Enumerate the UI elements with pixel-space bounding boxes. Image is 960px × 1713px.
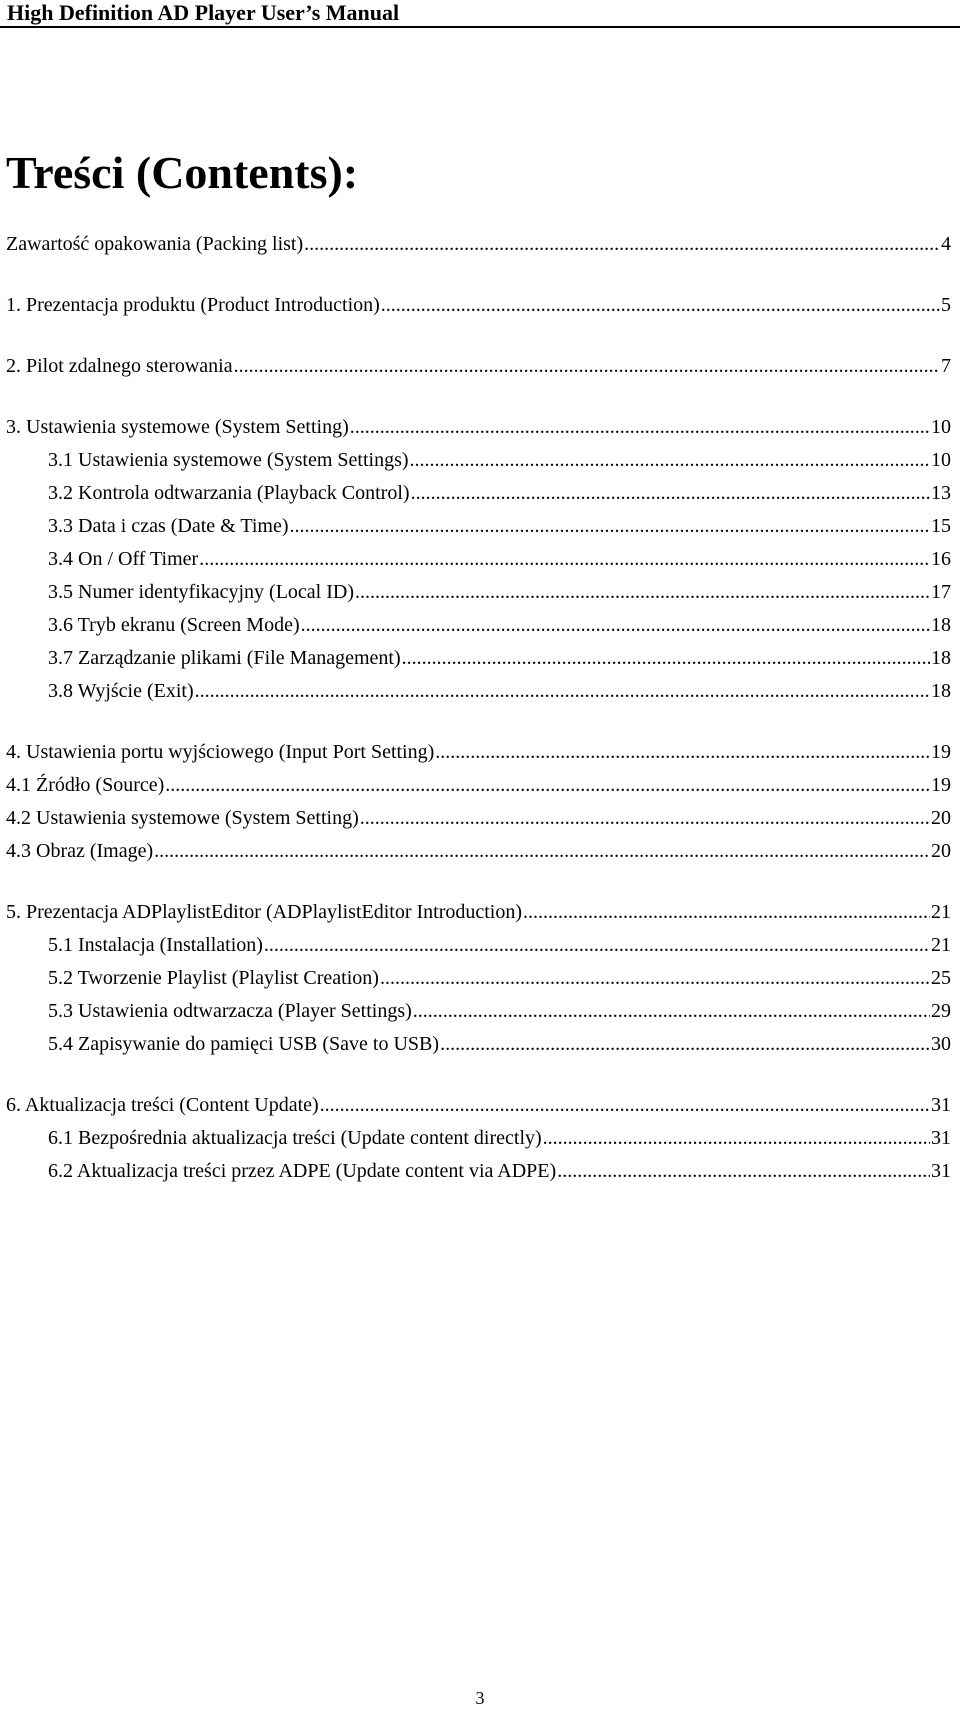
toc-entry-label: 5.1 Instalacja (Installation) xyxy=(48,934,263,956)
dot-leader xyxy=(320,1090,930,1120)
toc-entry-content-update[interactable] xyxy=(0,1090,960,1120)
dot-leader xyxy=(380,963,930,993)
dot-leader xyxy=(411,478,930,508)
toc-entry-label: 6.2 Aktualizacja treści przez ADPE (Update content via ADPE) xyxy=(48,1160,557,1182)
toc-entry-image[interactable] xyxy=(0,836,960,866)
toc-entry-product-introduction[interactable] xyxy=(0,290,960,320)
page-header xyxy=(0,0,960,30)
toc-entry-label: 5. Prezentacja ADPlaylistEditor (ADPlaylistEditor Introduction) xyxy=(6,901,523,923)
toc-entry-label: 4.3 Obraz (Image) xyxy=(6,840,154,862)
toc-entry-label: 3.6 Tryb ekranu (Screen Mode) xyxy=(48,614,300,636)
dot-leader xyxy=(402,643,930,673)
toc-entry-page: 30 xyxy=(931,1033,951,1055)
toc-entry-page: 4 xyxy=(941,233,951,255)
toc-entry-page: 31 xyxy=(931,1127,951,1149)
header-divider xyxy=(0,26,960,28)
toc-entry-page: 19 xyxy=(931,741,951,763)
toc-entry-page: 10 xyxy=(931,416,951,438)
toc-entry-installation[interactable] xyxy=(0,930,960,960)
toc-entry-label: 4.1 Źródło (Source) xyxy=(6,774,165,796)
toc-entry-page: 17 xyxy=(931,581,951,603)
toc-entry-playlist-creation[interactable] xyxy=(0,963,960,993)
toc-entry-page: 20 xyxy=(931,807,951,829)
toc-entry-label: 5.2 Tworzenie Playlist (Playlist Creation) xyxy=(48,967,379,989)
toc-entry-update-content-directly[interactable] xyxy=(0,1123,960,1153)
dot-leader xyxy=(410,445,930,475)
toc-entry-label: 1. Prezentacja produktu (Product Introduction) xyxy=(6,294,380,316)
toc-entry-exit[interactable] xyxy=(0,676,960,706)
toc-entry-page: 16 xyxy=(931,548,951,570)
dot-leader xyxy=(440,1029,930,1059)
toc-entry-label: 3. Ustawienia systemowe (System Setting) xyxy=(6,416,349,438)
dot-leader xyxy=(234,351,940,381)
dot-leader xyxy=(557,1156,930,1186)
toc-entry-page: 25 xyxy=(931,967,951,989)
dot-leader xyxy=(355,577,930,607)
toc-entry-page: 5 xyxy=(941,294,951,316)
toc-entry-label: 2. Pilot zdalnego sterowania xyxy=(6,355,233,377)
toc-entry-label: 5.4 Zapisywanie do pamięci USB (Save to USB) xyxy=(48,1033,440,1055)
toc-entry-label: 3.7 Zarządzanie plikami (File Management) xyxy=(48,647,401,669)
toc-entry-label: Zawartość opakowania (Packing list) xyxy=(6,233,304,255)
dot-leader xyxy=(543,1123,930,1153)
toc-entry-page: 18 xyxy=(931,647,951,669)
toc-entry-page: 18 xyxy=(931,680,951,702)
toc-entry-remote-control[interactable] xyxy=(0,351,960,381)
toc-entry-page: 13 xyxy=(931,482,951,504)
toc-entry-local-id[interactable] xyxy=(0,577,960,607)
toc-entry-page: 19 xyxy=(931,774,951,796)
manual-title: High Definition AD Player User’s Manual xyxy=(7,0,400,25)
dot-leader xyxy=(165,770,930,800)
toc-entry-file-management[interactable] xyxy=(0,643,960,673)
toc-entry-page: 20 xyxy=(931,840,951,862)
toc-entry-screen-mode[interactable] xyxy=(0,610,960,640)
toc-entry-label: 6.1 Bezpośrednia aktualizacja treści (Update content directly) xyxy=(48,1127,542,1149)
toc-entry-input-port-setting[interactable] xyxy=(0,737,960,767)
toc-entry-label: 3.1 Ustawienia systemowe (System Settings) xyxy=(48,449,409,471)
toc-entry-system-setting[interactable] xyxy=(0,412,960,442)
dot-leader xyxy=(350,412,930,442)
toc-entry-page: 31 xyxy=(931,1160,951,1182)
dot-leader xyxy=(435,737,930,767)
toc-entry-label: 4.2 Ustawienia systemowe (System Setting) xyxy=(6,807,359,829)
toc-entry-label: 3.8 Wyjście (Exit) xyxy=(48,680,194,702)
toc-entry-label: 3.5 Numer identyfikacyjny (Local ID) xyxy=(48,581,355,603)
dot-leader xyxy=(301,610,930,640)
toc-entry-input-system-setting[interactable] xyxy=(0,803,960,833)
dot-leader xyxy=(195,676,930,706)
toc-entry-page: 15 xyxy=(931,515,951,537)
toc-entry-source[interactable] xyxy=(0,770,960,800)
dot-leader xyxy=(264,930,930,960)
dot-leader xyxy=(360,803,930,833)
toc-entry-label: 3.4 On / Off Timer xyxy=(48,548,199,570)
dot-leader xyxy=(154,836,930,866)
toc-entry-packing-list[interactable] xyxy=(0,229,960,259)
toc-entry-label: 4. Ustawienia portu wyjściowego (Input Port Setting) xyxy=(6,741,435,763)
dot-leader xyxy=(413,996,930,1026)
page-number: 3 xyxy=(475,1688,485,1708)
toc-entry-date-time[interactable] xyxy=(0,511,960,541)
toc-entry-page: 21 xyxy=(931,934,951,956)
toc-entry-system-settings[interactable] xyxy=(0,445,960,475)
toc-entry-page: 29 xyxy=(931,1000,951,1022)
page-title: Treści (Contents): xyxy=(6,147,359,198)
toc-entry-playback-control[interactable] xyxy=(0,478,960,508)
toc-entry-save-to-usb[interactable] xyxy=(0,1029,960,1059)
dot-leader xyxy=(523,897,930,927)
toc-entry-page: 7 xyxy=(941,355,951,377)
toc-entry-label: 6. Aktualizacja treści (Content Update) xyxy=(6,1094,319,1116)
toc-entry-page: 18 xyxy=(931,614,951,636)
dot-leader xyxy=(199,544,930,574)
toc-entry-label: 3.3 Data i czas (Date & Time) xyxy=(48,515,289,537)
toc-entry-on-off-timer[interactable] xyxy=(0,544,960,574)
dot-leader xyxy=(290,511,931,541)
toc-entry-page: 31 xyxy=(931,1094,951,1116)
toc-entry-label: 3.2 Kontrola odtwarzania (Playback Control) xyxy=(48,482,410,504)
dot-leader xyxy=(381,290,940,320)
toc-entry-update-content-via-adpe[interactable] xyxy=(0,1156,960,1186)
toc-entry-page: 21 xyxy=(931,901,951,923)
toc-entry-player-settings[interactable] xyxy=(0,996,960,1026)
toc-entry-adplaylisteditor-introduction[interactable] xyxy=(0,897,960,927)
toc-entry-page: 10 xyxy=(931,449,951,471)
toc-entry-label: 5.3 Ustawienia odtwarzacza (Player Settings) xyxy=(48,1000,412,1022)
dot-leader xyxy=(304,229,940,259)
